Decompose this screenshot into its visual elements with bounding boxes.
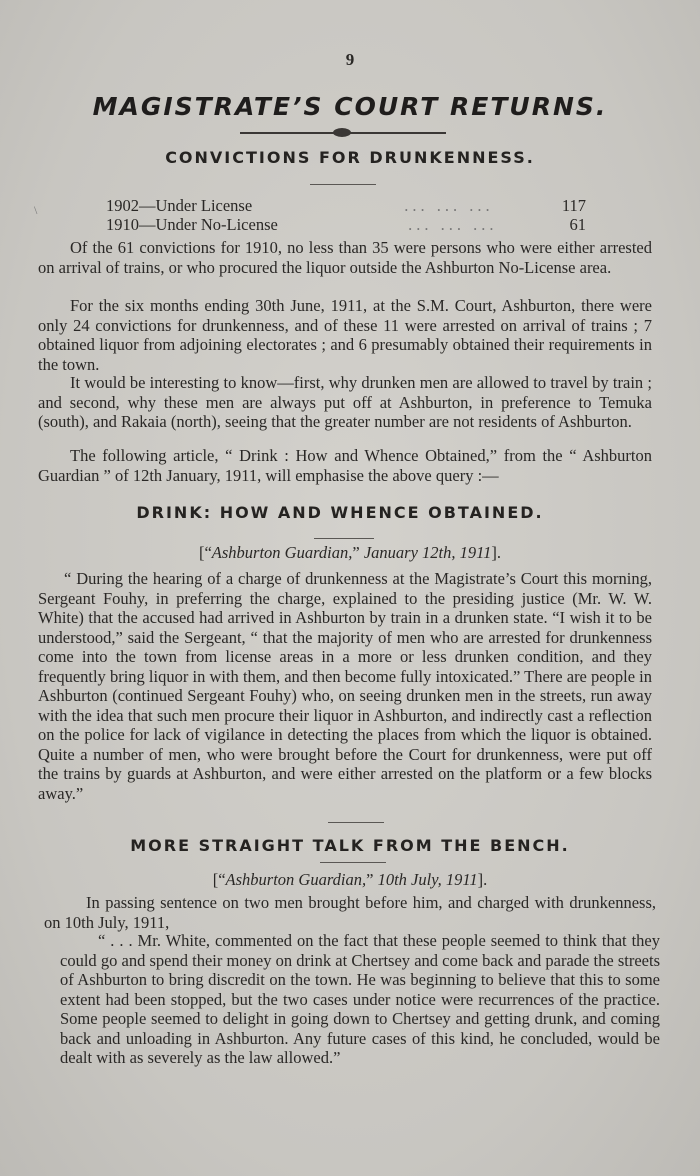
source-bracket: ]. [491,543,502,562]
stat-value: 117 [561,196,586,215]
stat-label: 1902—Under License [106,196,253,215]
source-bracket: [“ [198,543,212,562]
stat-value: 61 [569,215,586,234]
paragraph: It would be interesting to know—first, why drunken men are allowed to travel by train ; and second, why these men are always put off at Ashburton, in preference to Temuka (south), and Rakaia (north), seeing that the greater number are not residents of Ashburton. [38,373,652,431]
paragraph: For the six months ending 30th June, 1911, at the S.M. Court, Ashburton, there were only 24 convictions for drunkenness, and of these 11 were arrested on arrival of trains ; 7 obtained liquor from adjoining electorates ; and 6 presumably obtained their requirements in the town. [38,296,652,374]
paragraph: In passing sentence on two men brought before him, and charged with drunkenness, on 10th July, 1911, [44,893,656,932]
page-title: MAGISTRATE’S COURT RETURNS. [92,92,608,121]
title-ornament [240,126,446,140]
divider-rule [310,184,376,185]
source-date: 10th July, 1911 [377,870,478,889]
stat-dots: ... ... ... [404,196,494,215]
source-date: January 12th, 1911 [363,543,492,562]
quoted-paragraph: “ . . . Mr. White, commented on the fact that these people seemed to think that they could go and spend their money on drink at Chertsey and come back and parade the streets of Ashburton to bring discredit on the town. He was beginning to believe that this to some extent had been stopped, but the two cases under notice were recurrences of the practice. Some people seemed to delight in going down to Chertsey and getting drunk, and coming back and unloading in Ashburton. Any future cases of this kind, he concluded, would be dealt with as severely as the law allowed.” [60,931,660,1067]
source-bracket: ]. [477,870,488,889]
source-citation [0,543,700,563]
quoted-paragraph: “ During the hearing of a charge of drunkenness at the Magistrate’s Court this morning, Sergeant Fouhy, in preferring the charge, explained to the presiding justice (Mr. W. W. White) that the accused had arrived in Ashburton by train in a drunken state. “I wish it to be understood,” said the Sergeant, “ that the majority of men who are arrested for drunkenness come into the town from license areas in a more or less drunken condition, and they frequently bring liquor in with them, and then become fully intoxicated.” There are people in Ashburton (continued Sergeant Fouhy) who, on seeing drunken men in the streets, run away with the idea that such men procure their liquor in Ashburton, and indirectly cast a reflection on the police for lack of vigilance in detecting the places from which the liquor is obtained. Quite a number of men, who were brought before the Court for drunkenness, were put off the trains by guards at Ashburton, and were either arrested on the platform or a few blocks away.” [38,569,652,803]
section-heading-convictions: CONVICTIONS FOR DRUNKENNESS. [165,148,535,167]
source-citation [0,870,700,890]
divider-rule [320,862,386,863]
source-quote: ” [366,870,374,889]
source-paper: Ashburton Guardian, [211,543,353,562]
section-heading-bench: MORE STRAIGHT TALK FROM THE BENCH. [130,836,570,855]
paragraph: The following article, “ Drink : How and Whence Obtained,” from the “ Ashburton Guardian ” of 12th January, 1911, will emphasise the above query :— [38,446,652,485]
stat-row-1910 [106,215,586,235]
divider-rule [328,822,384,823]
stat-row-1902 [106,196,586,216]
stat-dots: ... ... ... [408,215,498,234]
divider-rule [314,538,374,539]
source-quote: ” [352,543,360,562]
ornament-diamond-icon [333,128,351,137]
stat-label: 1910—Under No-License [106,215,278,234]
paragraph: Of the 61 convictions for 1910, no less than 35 were persons who were either arrested on arrival of trains, or who procured the liquor outside the Ashburton No-License area. [38,238,652,277]
source-paper: Ashburton Guardian, [225,870,367,889]
source-bracket: [“ [212,870,226,889]
section-heading-drink: DRINK: HOW AND WHENCE OBTAINED. [136,503,544,522]
margin-mark: \ [34,203,38,217]
page-number: 9 [345,50,355,69]
